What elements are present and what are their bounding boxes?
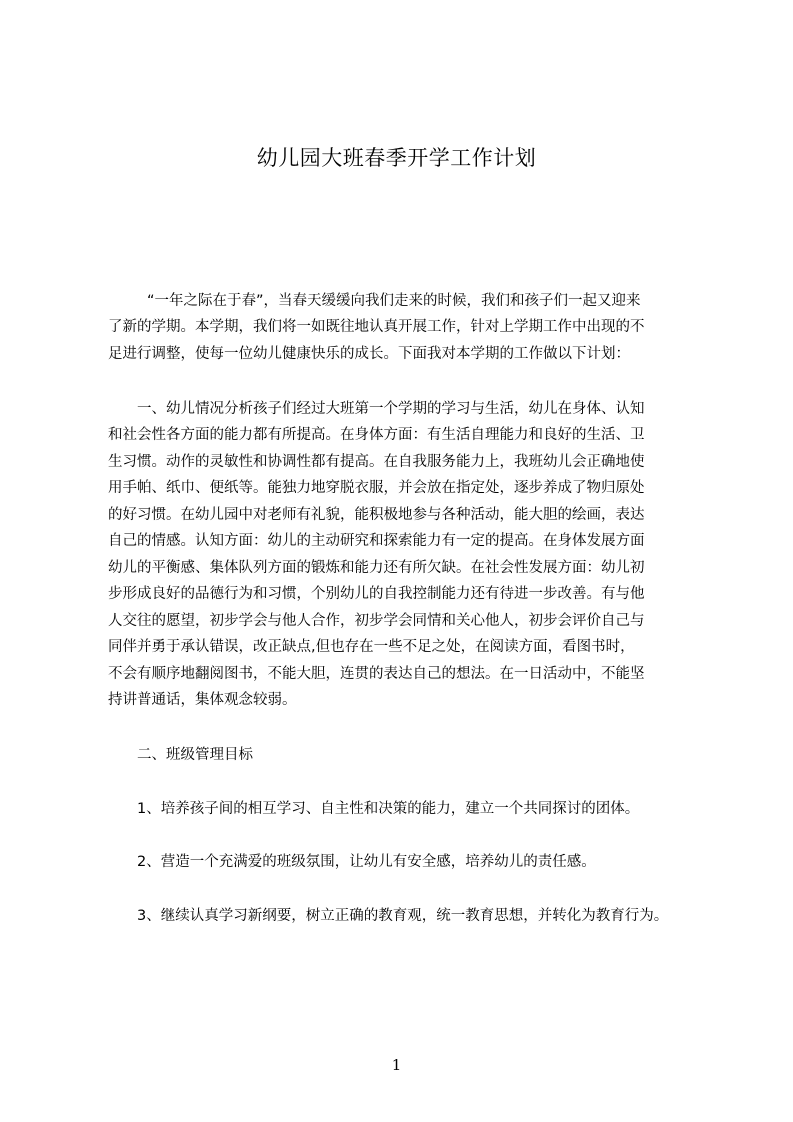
intro-line: “一年之际在于春”，当春天缓缓向我们走来的时候，我们和孩子们一起又迎来 <box>147 293 641 309</box>
section1-line: 持讲普通话，集体观念较弱。 <box>108 692 297 708</box>
section1-line: 一、幼儿情况分析孩子们经过大班第一个学期的学习与生活，幼儿在身体、认知 <box>137 401 645 417</box>
goal-item: 1、培养孩子间的相互学习、自主性和决策的能力，建立一个共同探讨的团体。 <box>137 801 640 817</box>
page-number: 1 <box>391 1056 402 1074</box>
section1-line: 的好习惯。在幼儿园中对老师有礼貌，能积极地参与各种活动，能大胆的绘画，表达 <box>108 507 645 523</box>
section1-line: 幼儿的平衡感、集体队列方面的锻炼和能力还有所欠缺。在社会性发展方面：幼儿初 <box>108 560 645 576</box>
section1-line: 同伴并勇于承认错误，改正缺点,但也存在一些不足之处，在阅读方面，看图书时， <box>108 639 635 655</box>
section1-line: 生习惯。动作的灵敏性和协调性都有提高。在自我服务能力上，我班幼儿会正确地使 <box>108 454 645 470</box>
section1-line: 不会有顺序地翻阅图书，不能大胆，连贯的表达自己的想法。在一日活动中，不能坚 <box>108 666 645 682</box>
section1-line: 和社会性各方面的能力都有所提高。在身体方面：有生活自理能力和良好的生活、卫 <box>108 427 645 443</box>
section1-line: 步形成良好的品德行为和习惯，个别幼儿的自我控制能力还有待进一步改善。有与他 <box>108 586 645 602</box>
intro-line: 足进行调整，使每一位幼儿健康快乐的成长。下面我对本学期的工作做以下计划： <box>108 346 630 362</box>
section1-line: 自己的情感。认知方面：幼儿的主动研究和探索能力有一定的提高。在身体发展方面 <box>108 533 645 549</box>
intro-line: 了新的学期。本学期，我们将一如既往地认真开展工作，针对上学期工作中出现的不 <box>108 319 645 335</box>
section1-line: 用手帕、纸巾、便纸等。能独力地穿脱衣服，并会放在指定处，逐步养成了物归原处 <box>108 480 645 496</box>
document-title: 幼儿园大班春季开学工作计划 <box>256 146 537 170</box>
goal-item: 3、继续认真学习新纲要，树立正确的教育观，统一教育思想，并转化为教育行为。 <box>137 908 669 924</box>
goal-item: 2、营造一个充满爱的班级氛围，让幼儿有安全感，培养幼儿的责任感。 <box>137 854 596 870</box>
section1-line: 人交往的愿望，初步学会与他人合作，初步学会同情和关心他人，初步会评价自己与 <box>108 613 645 629</box>
section2-heading: 二、班级管理目标 <box>137 747 253 763</box>
